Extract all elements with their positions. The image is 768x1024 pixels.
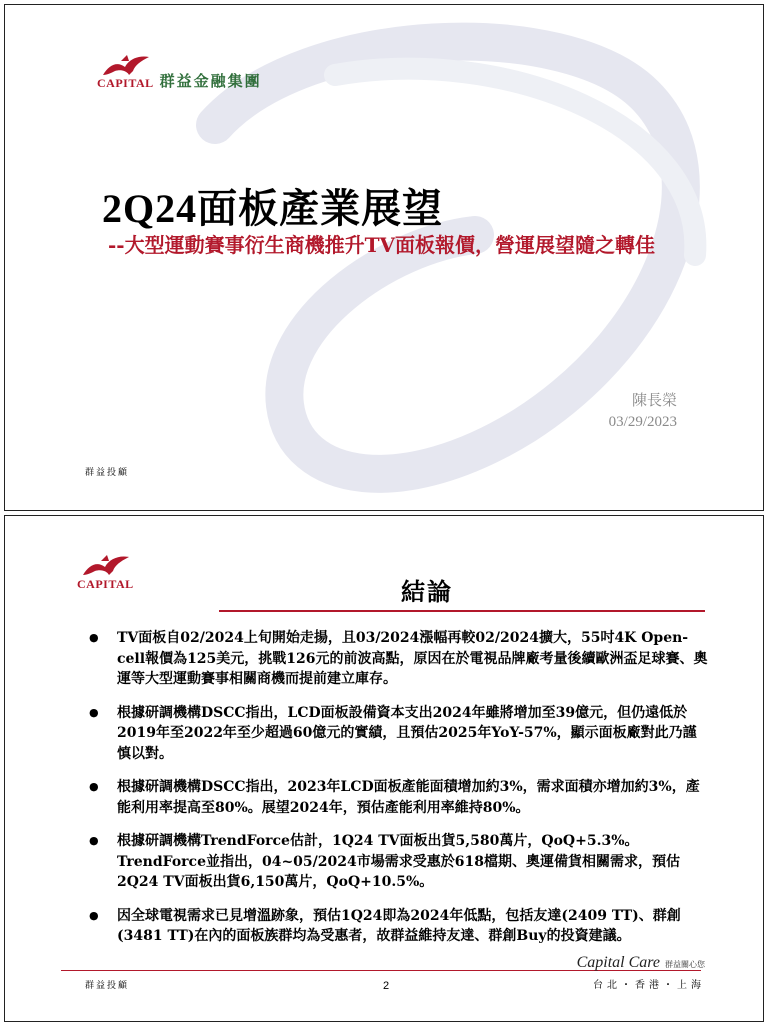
title-slide xyxy=(4,4,764,511)
logo-text-en: CAPITAL xyxy=(77,577,134,591)
title-divider xyxy=(219,610,705,612)
footer-label: 群益投顧 xyxy=(85,981,130,991)
eagle-logo-icon xyxy=(79,554,131,578)
company-logo-small xyxy=(77,554,134,590)
list-item: ● 因全球電視需求已見增溫跡象，預估1Q24即為2024年低點，包括友達(2409 TT)、群創(3481 TT)在內的面板族群均為受惠者，故群益維持友達、群創Buy的投資建議。 xyxy=(89,906,709,947)
list-item: ● TV面板自02/2024上旬開始走揚，且03/2024漲幅再較02/2024擴大，55吋4K Open-cell報價為125美元，挑戰126元的前波高點，原因在於電視品牌廠考量後續歐洲盃足球賽、奧運等大型運動賽事相關商機而提前建立庫存。 xyxy=(89,628,709,690)
conclusion-list xyxy=(89,628,709,960)
logo-text-en: CAPITAL xyxy=(97,76,154,90)
conclusion-slide xyxy=(4,515,764,1022)
office-cities: 台北・香港・上海 xyxy=(593,980,705,991)
slide-title: 結論 xyxy=(401,577,453,606)
list-item: ● 根據研調機構DSCC指出，2023年LCD面板產能面積增加約3%，需求面積亦增加約3%，產能利用率提高至80%。展望2024年，預估產能利用率維持80%。 xyxy=(89,777,709,818)
capital-care-logo xyxy=(577,954,705,972)
author-name: 陳長榮 xyxy=(631,391,677,409)
page-number: 2 xyxy=(383,980,390,992)
page-subtitle: --大型運動賽事衍生商機推升TV面板報價，營運展望隨之轉佳 xyxy=(108,233,656,257)
list-item: ● 根據研調機構DSCC指出，LCD面板設備資本支出2024年雖將增加至39億元，但仍遠低於2019年至2022年至少超過60億元的實績，且預估2025年YoY-57%，顯示面板廠對此乃謹慎以對。 xyxy=(89,703,709,765)
list-item: ● 根據研調機構TrendForce估計，1Q24 TV面板出貨5,580萬片，QoQ+5.3%。TrendForce並指出，04~05/2024市場需求受惠於618檔期、奧運備貨相關需求，預估2Q24 TV面板出貨6,150萬片，QoQ+10.5%。 xyxy=(89,831,709,893)
company-logo xyxy=(97,55,262,89)
logo-text-zh: 群益金融集團 xyxy=(159,72,262,90)
footer-label: 群益投顧 xyxy=(85,468,130,478)
care-tagline: 群益關心您 xyxy=(665,960,705,969)
report-date: 03/29/2023 xyxy=(608,414,677,430)
care-brand-text: Capital Care xyxy=(576,954,660,971)
eagle-logo-icon xyxy=(99,55,151,77)
page-title: 2Q24面板產業展望 xyxy=(102,186,444,231)
